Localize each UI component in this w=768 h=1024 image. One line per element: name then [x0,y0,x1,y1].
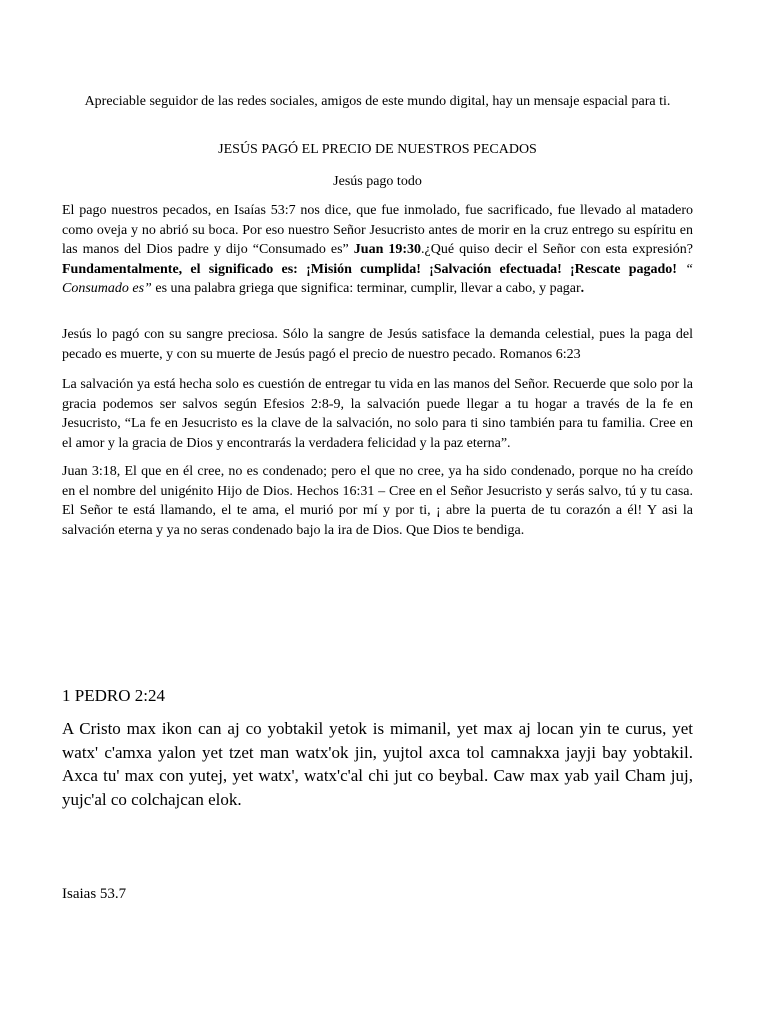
scripture-reference-text: A Cristo max ikon can aj co yobtakil yetok is mimanil, yet max aj locan yin te curus, yet watx' c'amxa yalon yet tzet man watx'ok jin, yujtol axca tol camnakxa jayji bay yobtakil. Axca tu' max con yutej, yet watx', watx'c'al chi jut co beybal. Caw max yab yail Cham juj, yujc'al co colchajcan elok. [62,719,693,809]
paragraph-1-end: . [580,281,585,296]
document-title: JESÚS PAGÓ EL PRECIO DE NUESTROS PECADOS [218,142,537,157]
isaias-heading: Isaias 53.7 [62,886,127,902]
paragraph-2: Jesús lo pagó con su sangre preciosa. Sólo la sangre de Jesús satisface la demanda celestial, pues la paga del pecado es muerte, y con su muerte de Jesús pagó el precio de nuestro pecado. Romanos 6:23 [62,327,693,362]
paragraph-1-italic-text: “ Consumado es” [62,261,693,296]
paragraph-1 [62,201,693,299]
paragraph-1-text-a: El pago nuestros pecados, en Isaías 53:7 nos dice, que fue inmolado, fue sacrificado, fue llevado al matadero como oveja y no abrió su boca. Por eso nuestro Señor Jesucristo antes de morir en la cruz entrego su espíritu en las manos del Dios padre y dijo “Consumado es” [62,203,693,257]
intro-paragraph: Apreciable seguidor de las redes sociales, amigos de este mundo digital, hay un mensaje espacial para ti. [84,94,671,109]
paragraph-1-text-b: .¿Qué quiso decir el Señor con esta expresión? [421,242,693,257]
paragraph-1-bold-text: Fundamentalmente, el significado es: ¡Misión cumplida! ¡Salvación efectuada! ¡Rescate pagado! [62,261,677,277]
paragraph-1-text-c: es una palabra griega que significa: terminar, cumplir, llevar a cabo, y pagar [155,281,581,296]
scripture-reference-heading: 1 PEDRO 2:24 [62,686,165,705]
document-subtitle: Jesús pago todo [333,174,422,189]
paragraph-3: La salvación ya está hecha solo es cuestión de entregar tu vida en las manos del Señor. Recuerde que solo por la gracia podemos ser salvos según Efesios 2:8-9, la salvación puede llegar a tu hogar a través de la fe en Jesucristo, “La fe en Jesucristo es la clave de la salvación, no solo para ti sino también para tu familia. Cree en el amor y la gracia de Dios y encontrarás la verdadera felicidad y la paz eterna”. [62,377,693,451]
paragraph-4: Juan 3:18, El que en él cree, no es condenado; pero el que no cree, ya ha sido condenado, porque no ha creído en el nombre del unigénito Hijo de Dios. Hechos 16:31 – Cree en el Señor Jesucristo y serás salvo, tú y tu casa. El Señor te está llamando, el te ama, el murió por mí y por ti, ¡ abre la puerta de tu corazón a él! Y asi la salvación eterna y ya no seras condenado bajo la ira de Dios. Que Dios te bendiga. [62,464,693,538]
paragraph-1-reference: Juan 19:30 [353,242,422,257]
